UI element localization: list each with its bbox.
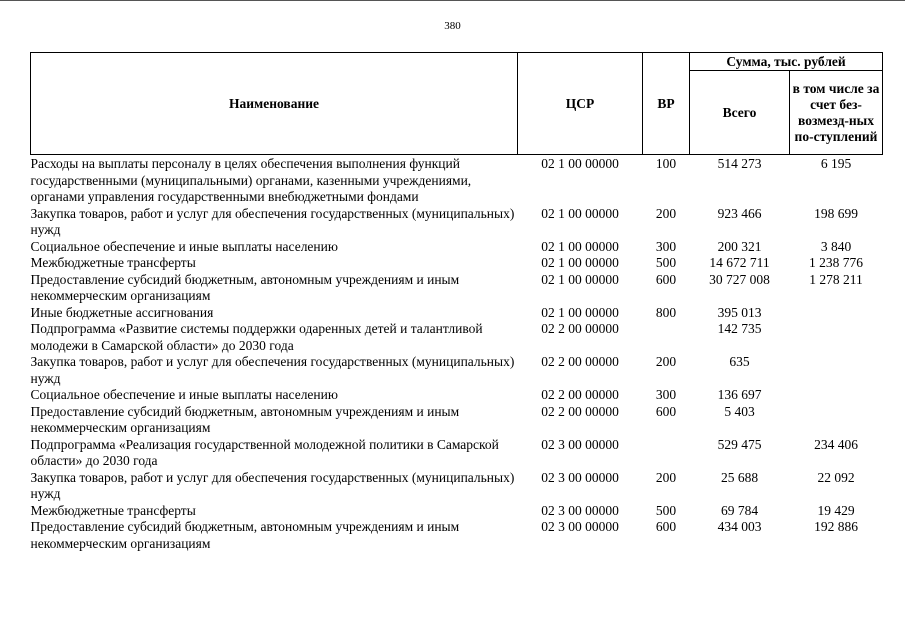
row-grants	[790, 354, 883, 387]
row-vr: 200	[655, 469, 677, 485]
row-csr: 02 1 00 00000	[541, 255, 619, 270]
header-grants: в том числе за счет без-возмезд-ных по-ступлений	[790, 71, 883, 155]
row-name: Закупка товаров, работ и услуг для обеспечения государственных (муниципальных) нужд	[30, 354, 515, 386]
row-grants: 1 278 211	[809, 271, 863, 287]
row-csr: 02 3 00 00000	[541, 436, 619, 452]
row-total: 5 403	[724, 403, 755, 419]
table-row	[31, 354, 883, 387]
row-grants: 234 406	[814, 436, 858, 452]
row-name: Предоставление субсидий бюджетным, автономным учреждениям и иным некоммерческим организациям	[30, 519, 460, 551]
row-csr: 02 2 00 00000	[541, 387, 619, 402]
row-grants: 19 429	[817, 502, 855, 518]
row-vr	[643, 437, 690, 470]
table-body	[31, 155, 883, 553]
row-grants: 6 195	[820, 156, 852, 171]
top-border-line	[0, 0, 905, 1]
row-grants	[790, 404, 883, 437]
row-total: 514 273	[717, 156, 762, 171]
row-grants: 3 840	[820, 238, 852, 254]
row-name: Межбюджетные трансферты	[30, 255, 196, 270]
row-vr: 200	[655, 354, 677, 369]
table-row	[31, 387, 883, 404]
table-row	[31, 404, 883, 437]
row-total: 136 697	[717, 387, 762, 402]
row-csr: 02 2 00 00000	[541, 354, 619, 369]
row-total: 30 727 008	[709, 271, 770, 287]
row-name: Закупка товаров, работ и услуг для обеспечения государственных (муниципальных) нужд	[30, 469, 515, 501]
row-total: 200 321	[717, 238, 762, 254]
row-total: 923 466	[717, 205, 762, 221]
row-name: Социальное обеспечение и иные выплаты населению	[30, 238, 338, 254]
page-number: 380	[444, 20, 461, 32]
row-name: Предоставление субсидий бюджетным, автономным учреждениям и иным некоммерческим организациям	[30, 271, 460, 303]
row-grants: 198 699	[814, 205, 858, 221]
budget-table	[30, 52, 883, 552]
row-total: 69 784	[720, 502, 759, 518]
row-csr: 02 3 00 00000	[541, 519, 619, 534]
row-vr	[643, 321, 690, 354]
row-vr: 300	[655, 238, 677, 254]
row-name: Межбюджетные трансферты	[30, 502, 196, 518]
header-sum-group: Сумма, тыс. рублей	[690, 53, 883, 71]
row-vr: 800	[655, 304, 677, 320]
header-vr: ВР	[643, 53, 690, 155]
row-csr: 02 1 00 00000	[541, 304, 619, 320]
row-total: 395 013	[717, 304, 762, 320]
row-csr: 02 1 00 00000	[541, 156, 619, 171]
table-row	[31, 305, 883, 322]
row-vr: 500	[655, 502, 677, 518]
row-grants	[790, 321, 883, 354]
row-vr: 300	[655, 387, 677, 402]
row-csr: 02 3 00 00000	[541, 469, 619, 485]
table-row	[31, 155, 883, 206]
row-total: 635	[729, 354, 750, 369]
row-name: Социальное обеспечение и иные выплаты населению	[30, 387, 338, 402]
row-grants: 192 886	[814, 519, 858, 534]
row-vr: 600	[655, 403, 677, 419]
row-vr: 200	[655, 205, 677, 221]
table-header	[31, 53, 883, 155]
row-total: 14 672 711	[709, 255, 770, 270]
row-total: 529 475	[717, 436, 762, 452]
row-vr: 500	[655, 255, 677, 270]
table-row	[31, 239, 883, 256]
row-name: Иные бюджетные ассигнования	[30, 304, 214, 320]
table-row	[31, 321, 883, 354]
header-total: Всего	[690, 71, 790, 155]
row-csr: 02 2 00 00000	[541, 403, 619, 419]
header-csr: ЦСР	[518, 53, 643, 155]
row-name: Предоставление субсидий бюджетным, автономным учреждениям и иным некоммерческим организациям	[30, 403, 460, 435]
row-grants: 1 238 776	[809, 255, 863, 270]
row-grants	[790, 387, 883, 404]
row-grants: 22 092	[817, 469, 855, 485]
row-vr: 600	[655, 519, 677, 534]
row-csr: 02 2 00 00000	[541, 321, 619, 336]
row-name: Расходы на выплаты персоналу в целях обеспечения выполнения функций государственными (муниципальными) органами, казенными учреждениями, органами управления государственными внебюджетными фондами	[30, 156, 472, 204]
table-row	[31, 206, 883, 239]
row-csr: 02 1 00 00000	[541, 271, 619, 287]
table-row	[31, 255, 883, 272]
table-row	[31, 437, 883, 470]
row-csr: 02 1 00 00000	[541, 238, 619, 254]
table-row	[31, 272, 883, 305]
row-vr: 100	[655, 156, 677, 171]
row-name: Закупка товаров, работ и услуг для обеспечения государственных (муниципальных) нужд	[30, 205, 515, 237]
row-total: 142 735	[717, 321, 762, 336]
header-name: Наименование	[31, 53, 518, 155]
row-name: Подпрограмма «Развитие системы поддержки одаренных детей и талантливой молодежи в Самарской области» до 2030 года	[30, 321, 483, 353]
table-row	[31, 519, 883, 552]
table-row	[31, 470, 883, 503]
row-csr: 02 1 00 00000	[541, 205, 619, 221]
row-csr: 02 3 00 00000	[541, 502, 619, 518]
row-total: 25 688	[720, 469, 759, 485]
row-total: 434 003	[717, 519, 762, 534]
row-grants	[790, 305, 883, 322]
table-row	[31, 503, 883, 520]
row-name: Подпрограмма «Реализация государственной молодежной политики в Самарской области» до 2030 года	[30, 436, 499, 468]
row-vr: 600	[655, 271, 677, 287]
